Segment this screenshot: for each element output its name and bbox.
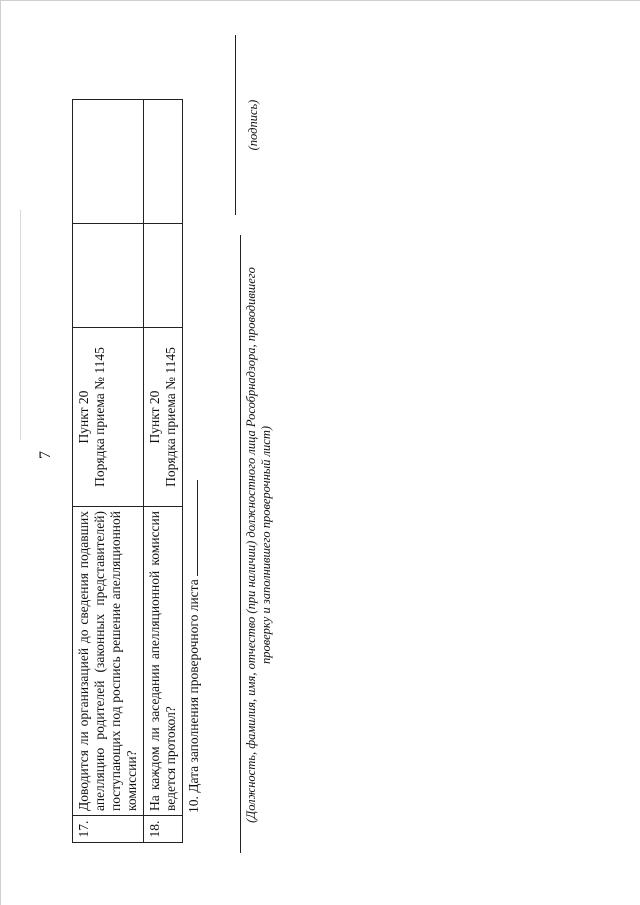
page-number: 7 bbox=[37, 451, 54, 459]
reference-order: Порядка приема № 1145 bbox=[163, 347, 178, 487]
reference-order: Порядка приема № 1145 bbox=[92, 347, 107, 487]
fill-date bbox=[185, 480, 202, 813]
row-question: На каждом ли заседании апелляционной комиссии ведется протокол? bbox=[144, 507, 183, 816]
row-question: Доводится ли организацией до сведения подавших апелляцию родителей (законных представителей) поступающих под роспись решение апелляционной комиссии? bbox=[73, 507, 144, 816]
fill-date-line bbox=[185, 480, 198, 576]
reference-point: Пункт 20 bbox=[147, 390, 162, 444]
row-number: 17. bbox=[73, 816, 144, 843]
signature-label: (подпись) bbox=[246, 99, 260, 151]
table-row bbox=[73, 100, 144, 843]
answer-cell bbox=[73, 224, 144, 328]
fill-date-label: 10. Дата заполнения проверочного листа bbox=[186, 579, 201, 813]
row-reference bbox=[144, 328, 183, 507]
signature-line bbox=[235, 35, 236, 215]
reference-point: Пункт 20 bbox=[76, 390, 91, 444]
answer-cell bbox=[144, 224, 183, 328]
table-row bbox=[144, 100, 183, 843]
checklist-table bbox=[72, 99, 183, 843]
note-cell bbox=[73, 100, 144, 224]
signature-name-line bbox=[240, 235, 241, 853]
signature-caption: (Должность, фамилия, имя, отчество (при наличии) должностного лица Рособрнадзора, проводившего проверку и заполнившего проверочный лист) bbox=[244, 267, 273, 823]
note-cell bbox=[144, 100, 183, 224]
row-reference bbox=[73, 328, 144, 507]
row-number: 18. bbox=[144, 816, 183, 843]
